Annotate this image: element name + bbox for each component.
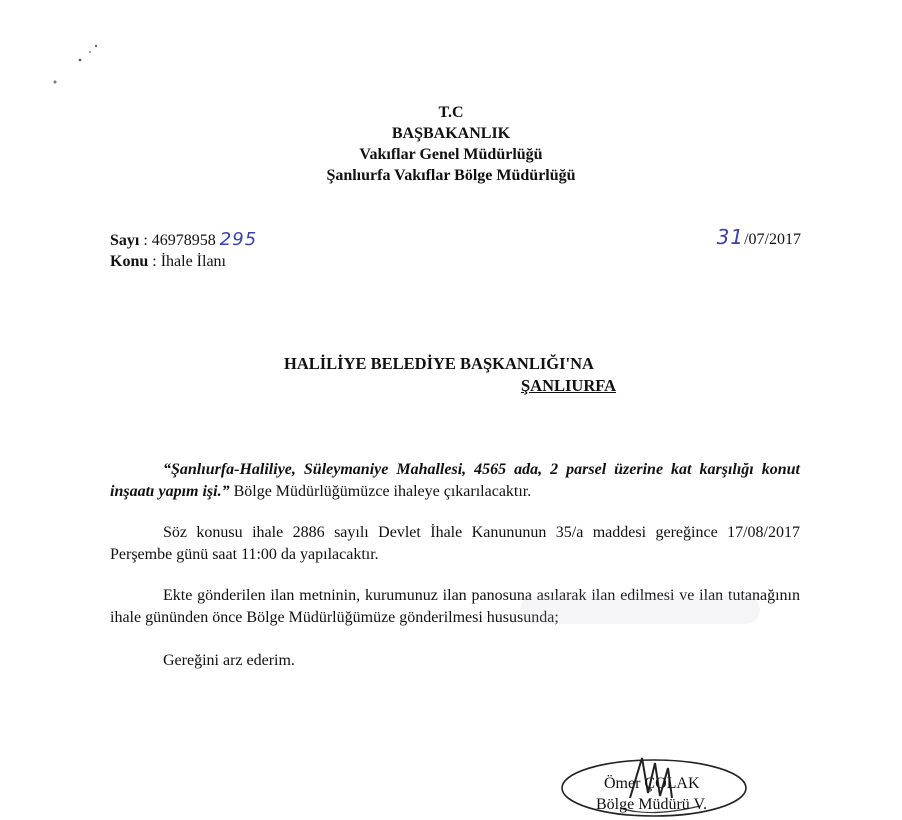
date-printed: /07/2017 [744, 231, 801, 248]
paragraph-subject [110, 459, 800, 503]
addressee-line-2: ŞANLIURFA [521, 376, 617, 395]
scan-smudge [520, 596, 760, 624]
letterhead-line-regional: Şanlıurfa Vakıflar Bölge Müdürlüğü [326, 167, 576, 184]
paragraph-subject-rest: Bölge Müdürlüğümüzce ihaleye çıkarılacaktır. [229, 483, 532, 500]
letterhead [0, 102, 902, 186]
paragraph-request: Ekte gönderilen ilan metninin, kurumunuz ilan panosuna asılarak ilan edilmesi ve ilan tutanağının ihale gününden önce Bölge Müdürlüğümüze gönderilmesi hususunda; [110, 587, 800, 626]
sayi-row [110, 229, 257, 251]
letterhead-line-directorate: Vakıflar Genel Müdürlüğü [359, 146, 543, 163]
scan-specks [50, 40, 110, 95]
paragraph-subject-bold: “Şanlıurfa-Haliliye, Süleymaniye Mahallesi, 4565 ada, 2 parsel üzerine kat karşılığı konut inşaatı yapım işi.” [110, 461, 800, 500]
sayi-label: Sayı [110, 232, 140, 249]
konu-value: : İhale İlanı [152, 253, 226, 270]
signatory-title: Bölge Müdürü V. [596, 796, 707, 813]
paragraph-date: Söz konusu ihale 2886 sayılı Devlet İhale Kanununun 35/a maddesi gereğince 17/08/2017 Perşembe günü saat 11:00 da yapılacaktır. [110, 524, 800, 563]
konu-row [110, 251, 257, 272]
signature-block [560, 748, 760, 820]
sayi-value: : 46978958 [143, 232, 216, 249]
sayi-handwritten-number: 295 [219, 229, 258, 250]
date-handwritten-day: 31 [716, 225, 745, 249]
document-date [717, 225, 801, 249]
addressee-line-1: HALİLİYE BELEDİYE BAŞKANLIĞI'NA [284, 354, 594, 373]
letterhead-line-tc: T.C [438, 104, 464, 121]
document-meta [110, 229, 257, 272]
letterhead-line-ministry: BAŞBAKANLIK [391, 125, 511, 142]
signatory-name: Ömer ÇOLAK [604, 775, 700, 792]
konu-label: Konu [110, 253, 149, 270]
paragraph-closing: Gereğini arz ederim. [163, 652, 295, 669]
